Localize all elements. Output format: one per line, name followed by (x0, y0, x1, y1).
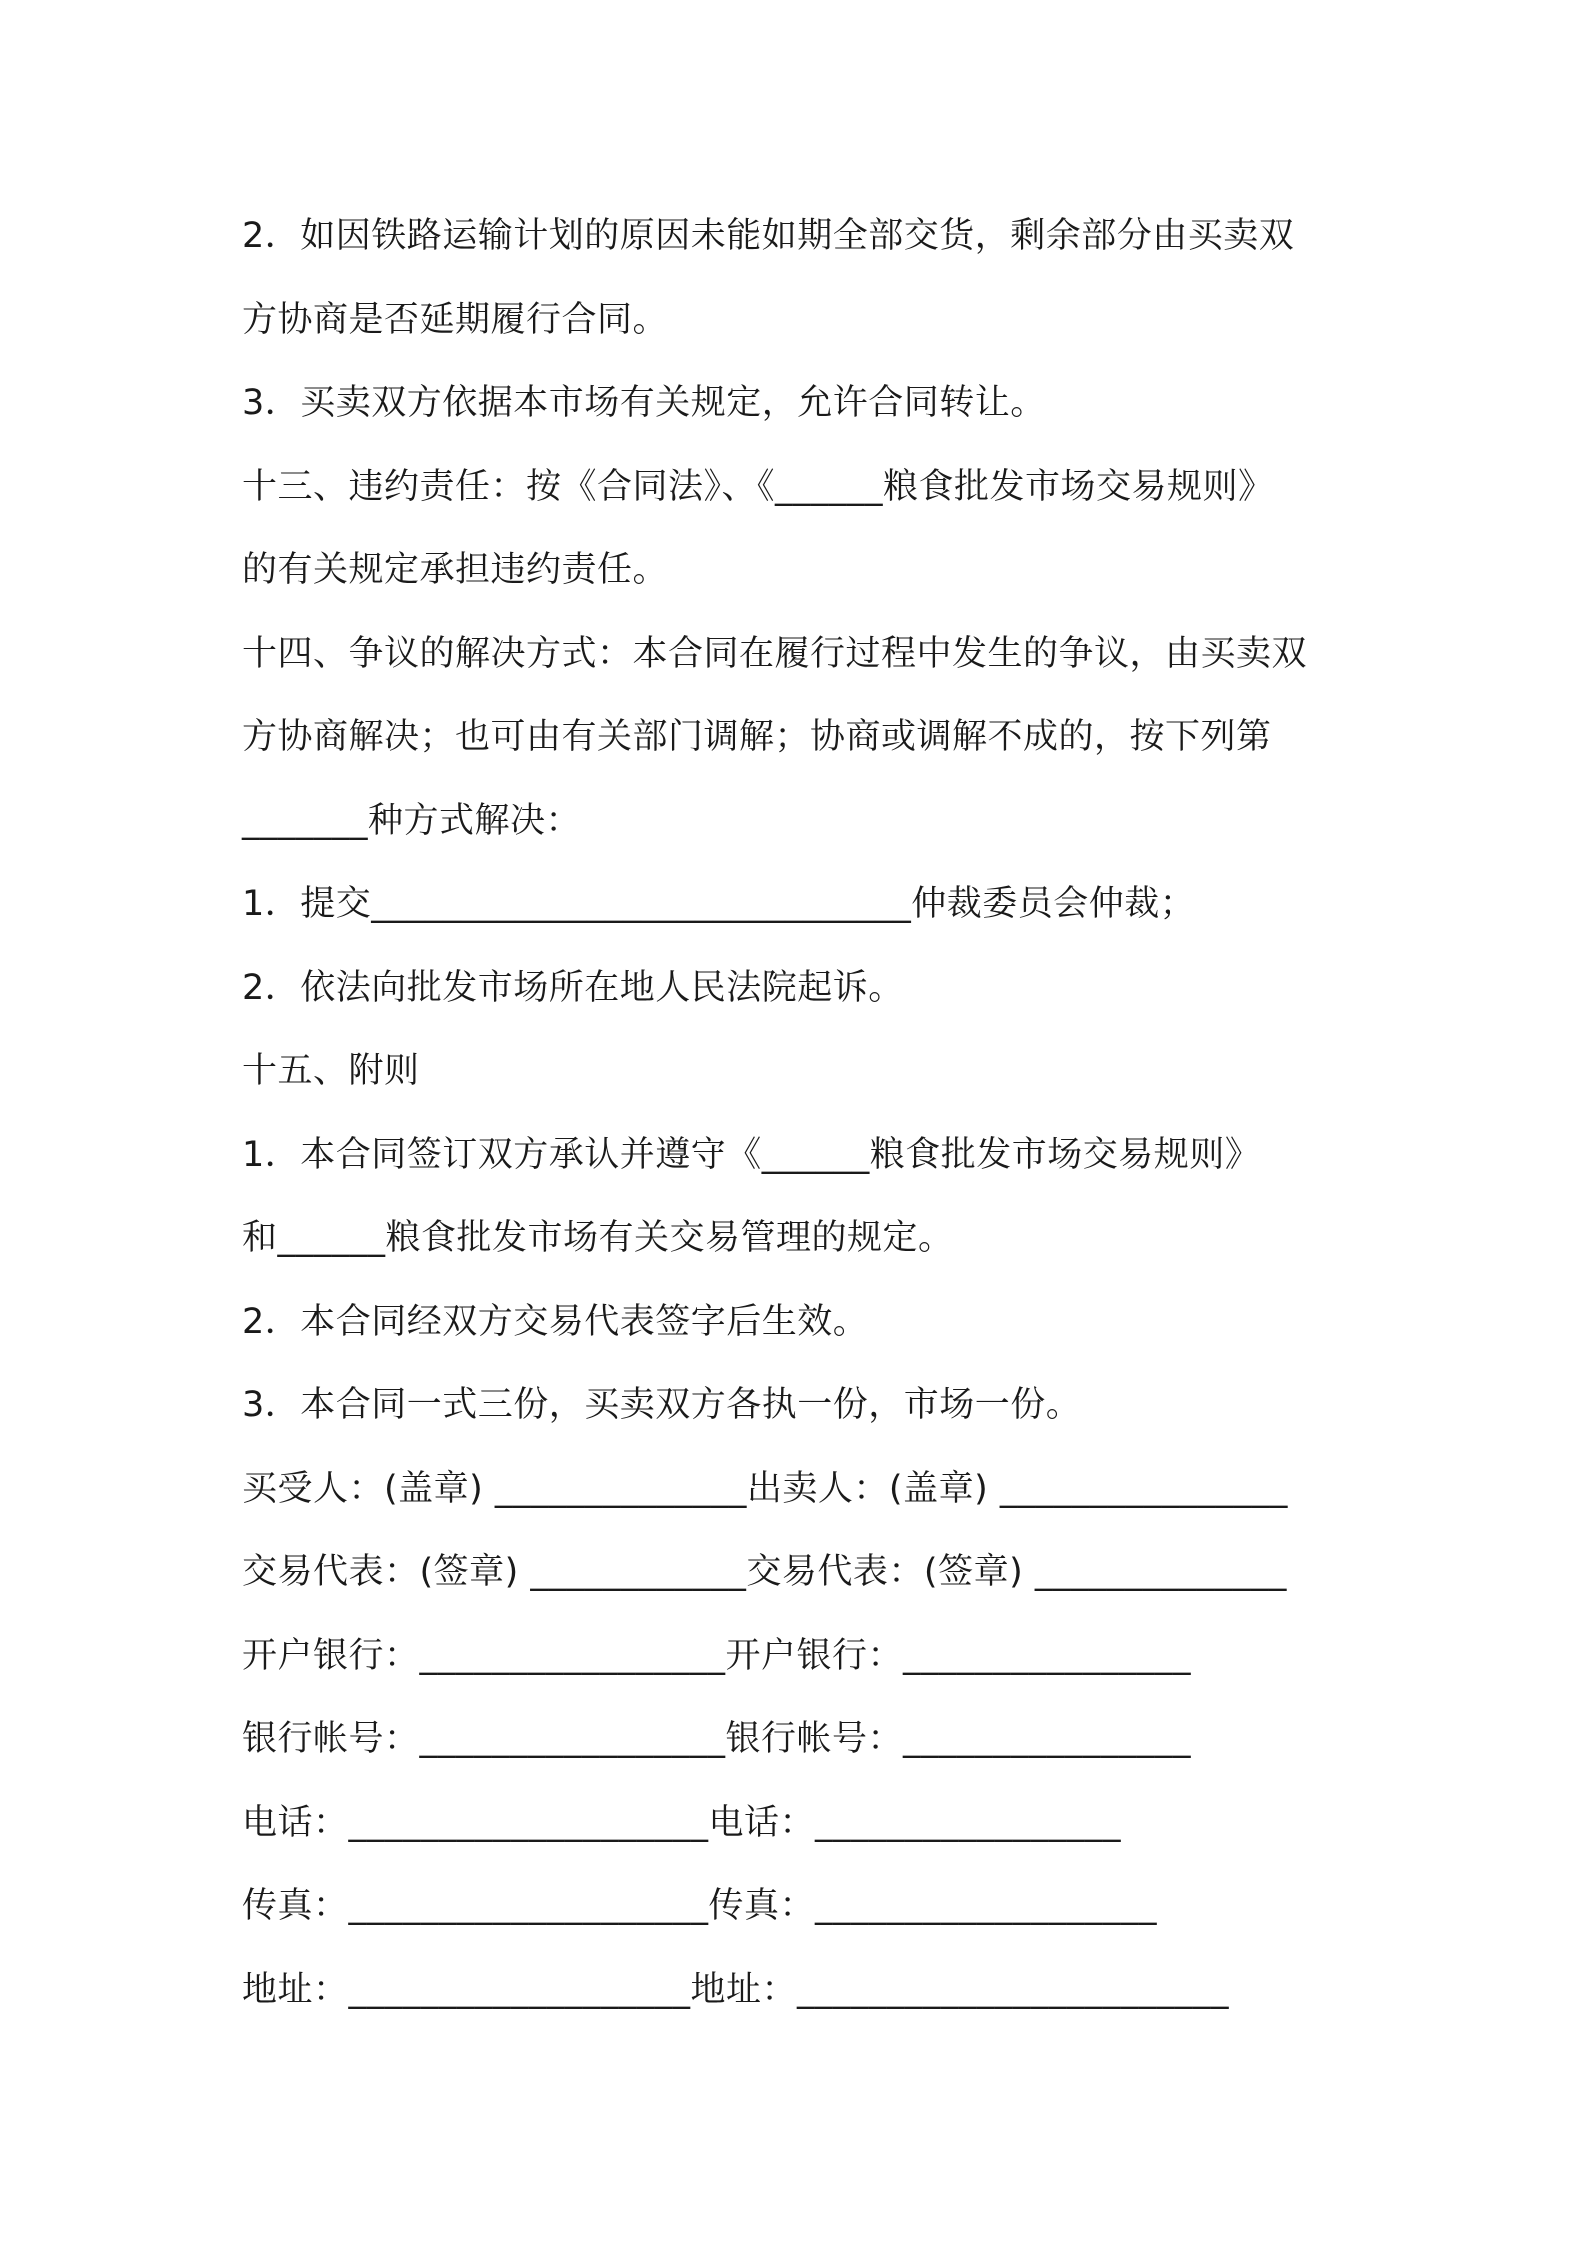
text-line: 1．本合同签订双方承认并遵守《______粮食批发市场交易规则》 (242, 1134, 1261, 1175)
contract-text (242, 195, 1362, 2032)
text-line: 3．本合同一式三份，买卖双方各执一份，市场一份。 (242, 1385, 1082, 1425)
text-line: 2．如因铁路运输计划的原因未能如期全部交货，剩余部分由买卖双 (242, 216, 1295, 256)
text-line: 方协商是否延期履行合同。 (242, 299, 669, 340)
bank-line: 开户银行：_________________开户银行：________________ (242, 1635, 1192, 1676)
phone-line: 电话：____________________电话：_________________ (242, 1802, 1122, 1843)
account-line: 银行帐号：_________________银行帐号：________________ (242, 1719, 1192, 1759)
text-line: 十三、违约责任：按《合同法》、《______粮食批发市场交易规则》 (242, 466, 1274, 507)
fax-line: 传真：____________________传真：___________________ (242, 1886, 1158, 1926)
text-line: 方协商解决；也可由有关部门调解；协商或调解不成的，按下列第 (242, 717, 1272, 757)
text-line: 2．本合同经双方交易代表签字后生效。 (242, 1301, 869, 1342)
text-line: 和______粮食批发市场有关交易管理的规定。 (242, 1218, 954, 1258)
text-line: 3．买卖双方依据本市场有关规定，允许合同转让。 (242, 383, 1046, 423)
address-line: 地址：___________________地址：________________________ (242, 1969, 1230, 2010)
section-heading: 十五、附则 (242, 1051, 420, 1091)
signature-line-representative: 交易代表：(签章) ____________交易代表：(签章) ______________ (242, 1552, 1287, 1592)
text-line: 的有关规定承担违约责任。 (242, 550, 669, 590)
signature-line-seal: 买受人：(盖章) ______________出卖人：(盖章) ________________ (242, 1468, 1288, 1509)
text-line: _______种方式解决： (242, 800, 582, 841)
text-line: 1．提交______________________________仲裁委员会仲裁； (242, 884, 1196, 924)
text-line: 2．依法向批发市场所在地人民法院起诉。 (242, 967, 904, 1008)
text-line: 十四、争议的解决方式：本合同在履行过程中发生的争议，由买卖双 (242, 633, 1308, 674)
